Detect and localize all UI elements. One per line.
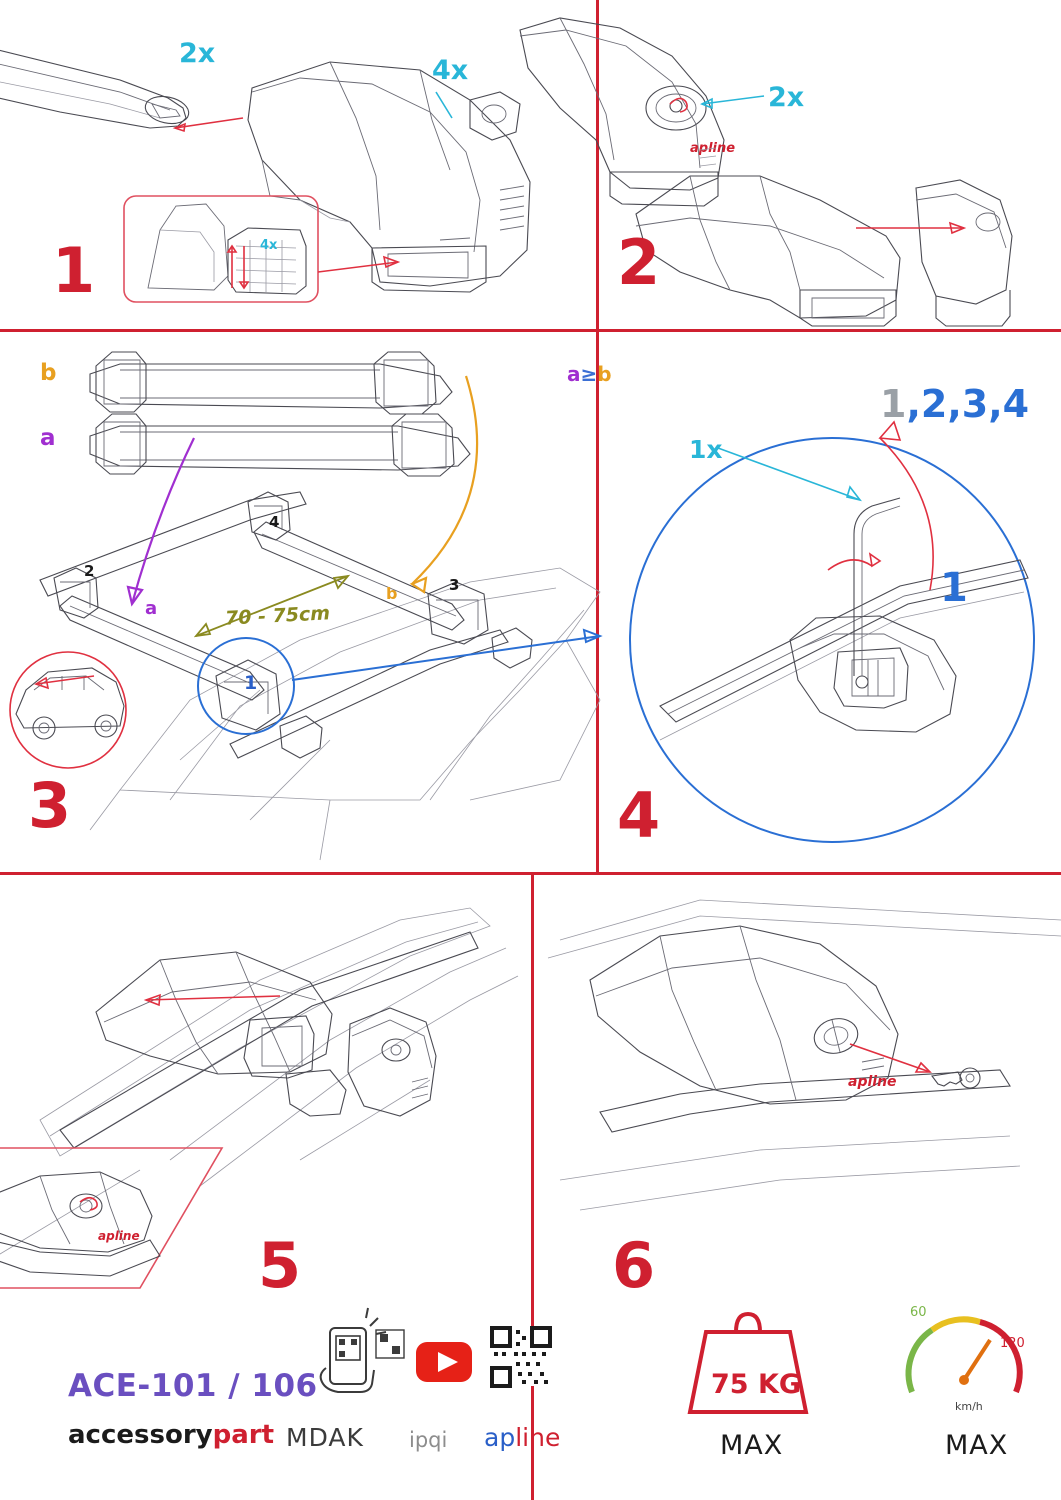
step4-highlight-number: 1 xyxy=(940,565,968,611)
svg-text:apline: apline xyxy=(690,141,736,156)
gauge-min-label: 60 xyxy=(910,1305,927,1320)
bar-marker-1: 1 xyxy=(244,672,258,694)
brand-part-text: part xyxy=(212,1420,275,1450)
step-number-1: 1 xyxy=(52,234,95,307)
callout-qty-2x-step2: 2x xyxy=(768,82,805,113)
qr-hand-icon xyxy=(321,1308,404,1392)
callout-qty-4x-step1: 4x xyxy=(432,55,469,86)
speed-limit-label: MAX xyxy=(945,1430,1009,1461)
brand-ap-text: ap xyxy=(484,1423,516,1452)
svg-text:apline: apline xyxy=(98,1229,140,1243)
brand-accessory-text: accessory xyxy=(68,1420,213,1450)
step-number-3: 3 xyxy=(28,769,71,842)
speed-unit-label: km/h xyxy=(955,1400,983,1413)
step-number-4: 4 xyxy=(617,779,660,852)
label-bar-b: b xyxy=(40,360,57,386)
step-number-5: 5 xyxy=(258,1229,301,1302)
brand-line-text: line xyxy=(515,1423,561,1452)
order-sequence-label: 1,2,3,4 xyxy=(880,382,1030,426)
label-bar-a: a xyxy=(40,425,56,451)
model-code: ACE-101 / 106 xyxy=(68,1368,318,1404)
step-number-2: 2 xyxy=(617,226,660,299)
label-condition-a-ge-b: a≥b xyxy=(567,362,612,386)
bar-marker-3: 3 xyxy=(449,576,460,594)
dimension-label: 70 - 75cm xyxy=(224,602,331,630)
bar-marker-2: 2 xyxy=(84,562,95,580)
youtube-icon xyxy=(416,1342,472,1382)
callout-qty-1x-step4: 1x xyxy=(689,435,723,464)
brand-mdak: MDAK xyxy=(286,1423,364,1452)
label-dim-b: b xyxy=(386,584,398,603)
bar-marker-4: 4 xyxy=(269,513,280,531)
qr-code-icon xyxy=(492,1328,550,1386)
gauge-max-label: 120 xyxy=(1000,1336,1025,1351)
svg-text:apline: apline xyxy=(848,1074,897,1090)
speed-limit-gauge-icon xyxy=(909,1319,1020,1392)
step-number-6: 6 xyxy=(612,1229,655,1302)
weight-limit-value: 75 KG xyxy=(711,1369,802,1400)
weight-limit-label: MAX xyxy=(720,1430,784,1461)
label-dim-a: a xyxy=(145,598,158,619)
callout-qty-4x-inset: 4x xyxy=(260,238,278,253)
callout-qty-2x-step1: 2x xyxy=(179,38,216,69)
brand-ipqi: ipqi xyxy=(409,1428,448,1452)
